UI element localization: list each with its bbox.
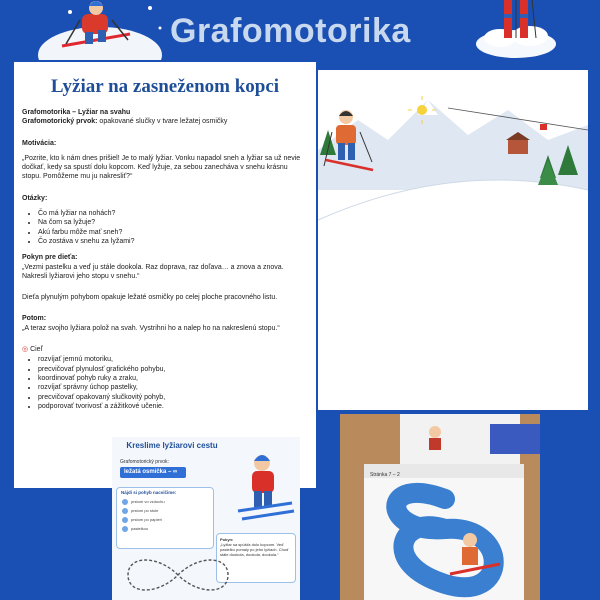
motivation-text: „Pozrite, kto k nám dnes prišiel! Je to malý lyžiar. Vonku napadol sneh a lyžiar sa už nevie dočkať, kedy sa spustí dolu kopcom. Keď lyžuje, za sebou zanecháva v snehu krásnu stopu. Pomôžeme mu ju nakresliť?“ [22, 154, 301, 181]
finished-artwork-photo [340, 414, 540, 600]
instruction-heading: Pokyn pre dieťa: [22, 254, 78, 262]
list-item: • rozvíjať jemnú motoriku, [38, 355, 308, 364]
then-heading: Potom: [22, 315, 47, 323]
meta-line2-value: opakované slučky v tvare ležatej osmičky [99, 118, 228, 126]
list-item: • Čo má lyžiar na nohách? [38, 209, 308, 218]
worksheet-steps-box [116, 487, 214, 549]
questions-heading-wrap [22, 194, 308, 203]
list-item: • Na čom sa lyžuje? [38, 218, 308, 227]
page-title: Grafomotorika [170, 12, 411, 50]
worksheet-note-text: „Lyžiar sa spúšťa dolu kopcom. Veď pastelku pomaly po jeho lyžiach. Choď stále dookola, dookola, dookola.“ [220, 542, 289, 557]
motivation-block [22, 139, 308, 148]
instruction-text: „Vezmi pastelku a veď ju stále dookola. Raz doprava, raz doľava… a znova a znova. Nakresli lyžiarovi jeho stopu v snehu.“ [22, 263, 284, 280]
motivation-heading: Motivácia: [22, 139, 57, 147]
worksheet-thumbnail [112, 437, 300, 600]
meta-line2-label: Grafomotorický prvok: [22, 118, 98, 126]
list-item: • precvičovať opakovaný slučkovitý pohyb, [38, 393, 308, 402]
list-item: • rozvíjať správny úchop pastelky, [38, 383, 308, 392]
worksheet-element-pill: ležatá osmička – ∞ [120, 467, 186, 478]
goals-list [22, 355, 308, 411]
list-item: prstom po papieri [117, 515, 213, 524]
skier-cartoon-illustration [30, 0, 180, 60]
skis-in-snow-illustration [470, 0, 560, 60]
list-item: prstom vo vzduchu [117, 497, 213, 506]
goal-heading: Cieľ [30, 346, 43, 354]
infinity-trace-guide [118, 555, 238, 595]
goal-heading-wrap [22, 345, 308, 354]
list-item: • Akú farbu môže mať sneh? [38, 228, 308, 237]
winter-hill-illustration [318, 70, 588, 410]
worksheet-subtitle: Grafomotorický prvok: [120, 459, 169, 465]
photo-page-label: Stránka 7 – 2 [370, 472, 400, 478]
lesson-title: Lyžiar na zasneženom kopci [50, 76, 280, 97]
worksheet-skier-image [232, 447, 298, 527]
target-icon: ◎ [22, 346, 29, 354]
worksheet-note-title: Pokyn: [220, 537, 234, 542]
lesson-plan-card [14, 62, 316, 488]
then-block [22, 314, 308, 333]
movement-text: Dieťa plynulým pohybom opakuje ležaté osmičky po celej ploche pracovného listu. [22, 294, 278, 302]
list-item: prstom po stole [117, 506, 213, 515]
then-text: „A teraz svojho lyžiara polož na svah. Vystrihni ho a nalep ho na nakreslenú stopu.“ [22, 324, 280, 332]
questions-list [22, 209, 308, 246]
meta-line1: Grafomotorika – Lyžiar na svahu [22, 109, 131, 116]
instruction-heading-wrap [22, 253, 308, 281]
worksheet-title: Kreslime lyžiarovi cestu [126, 441, 218, 450]
list-item: • Čo zostáva v snehu za lyžami? [38, 237, 308, 246]
lesson-meta [22, 108, 308, 127]
list-item: • precvičovať plynulosť grafického pohybu, [38, 365, 308, 374]
list-item: • koordinovať pohyb ruky a zraku, [38, 374, 308, 383]
questions-heading: Otázky: [22, 194, 48, 202]
list-item: pastelkou [117, 524, 213, 533]
list-item: • podporovať tvorivosť a zážitkové učenie. [38, 402, 308, 411]
worksheet-box-title: Nájdi si pohyb nacvičime: [121, 490, 177, 495]
